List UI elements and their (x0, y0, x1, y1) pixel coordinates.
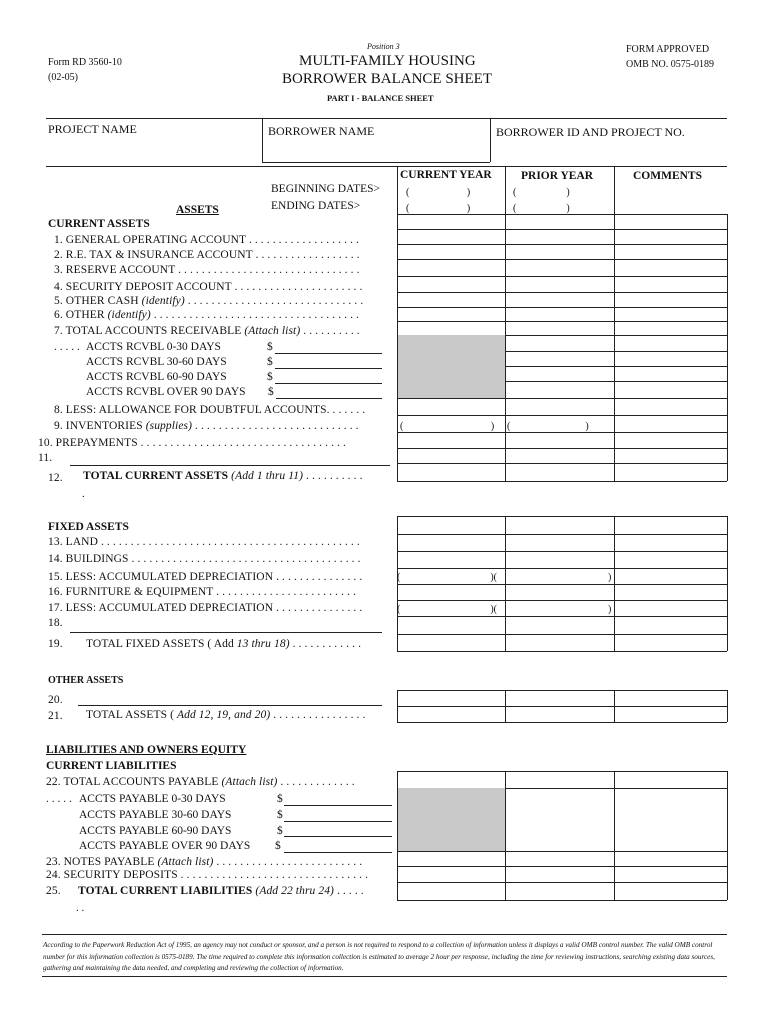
borrower-name-field[interactable]: BORROWER NAME (268, 124, 375, 138)
row-16-label: 16. FURNITURE & EQUIPMENT . . . . . . . . . . . . . . . . . . . . . . . . (48, 586, 357, 598)
row-24-label: 24. SECURITY DEPOSITS . . . . . . . . . . . . . . . . . . . . . . . . . . . . . . . . (46, 869, 369, 881)
ar-30-60-label: ACCTS RCVBL 30-60 DAYS (86, 356, 227, 368)
row-17-cy-paren: ( )( (397, 604, 497, 615)
row-4-label: 4. SECURITY DEPOSIT ACCOUNT . . . . . . . . . . . . . . . . . . . . . . (54, 281, 363, 293)
row-7-label: 7. TOTAL ACCOUNTS RECEIVABLE (Attach list) . . . . . . . . . . (54, 325, 360, 337)
beginning-dates-label: BEGINNING DATES> (271, 183, 381, 195)
ar-shaded-block (398, 335, 505, 398)
liabilities-equity-heading: LIABILITIES AND OWNERS EQUITY (46, 744, 247, 756)
row-21-number: 21. (48, 710, 63, 722)
current-assets-heading: CURRENT ASSETS (48, 218, 150, 230)
fixed-assets-grid-hline-7 (397, 634, 727, 635)
fixed-assets-grid-vline-2 (614, 516, 615, 651)
form-title-line2: BORROWER BALANCE SHEET (282, 71, 492, 87)
liabilities-grid-hline-2 (397, 851, 727, 852)
current-assets-grid-hline-14 (397, 432, 727, 433)
col-header-divider-3 (614, 166, 615, 214)
current-assets-grid-hline-15 (397, 448, 727, 449)
current-assets-grid-hline-7 (397, 321, 727, 322)
part-label: PART I - BALANCE SHEET (327, 93, 434, 103)
fixed-assets-grid-hline-3 (397, 568, 727, 569)
current-year-header: CURRENT YEAR (400, 169, 492, 181)
current-assets-grid-vline-2 (614, 214, 615, 481)
row-15-cy-paren: ( )( (397, 572, 497, 583)
row-25-label: TOTAL CURRENT LIABILITIES (Add 22 thru 24) . . . . . (78, 885, 364, 897)
current-assets-grid-hline-6 (397, 307, 727, 308)
omb-number: OMB NO. 0575-0189 (626, 59, 715, 70)
py-begin-date-field[interactable]: ( ) (513, 187, 570, 198)
ar-60-90-input[interactable] (275, 383, 382, 384)
row-5-label: 5. OTHER CASH (identify) . . . . . . . . . . . . . . . . . . . . . . . . . . . . . . (54, 295, 364, 307)
form-title-line1: MULTI-FAMILY HOUSING (299, 53, 476, 69)
row-13-label: 13. LAND . . . . . . . . . . . . . . . . . . . . . . . . . . . . . . . . . . . . . . . . . . . . (48, 536, 360, 548)
liabilities-grid-hline-4 (397, 882, 727, 883)
liabilities-grid-hline-0 (397, 771, 727, 772)
ar-dots: . . . . . (54, 341, 80, 353)
row-9-cy-paren: ( ) (400, 421, 495, 432)
current-liabilities-heading: CURRENT LIABILITIES (46, 760, 177, 772)
ap-over-90-dollar: $ (275, 840, 281, 852)
row-25-tail-dots: . . (76, 902, 85, 914)
row-10-label: 10. PREPAYMENTS . . . . . . . . . . . . . . . . . . . . . . . . . . . . . . . . . . . (38, 437, 346, 449)
current-assets-grid-hline-13 (397, 415, 727, 416)
row-23-label: 23. NOTES PAYABLE (Attach list) . . . . . . . . . . . . . . . . . . . . . . . . . (46, 856, 363, 868)
row-12-number: 12. (48, 472, 63, 484)
col-header-divider-2 (505, 166, 506, 214)
liabilities-grid-vline-3 (727, 771, 728, 900)
row-19-label: TOTAL FIXED ASSETS ( Add 13 thru 18) . . . . . . . . . . . . (86, 638, 362, 650)
fixed-assets-grid-hline-0 (397, 516, 727, 517)
cy-end-date-field[interactable]: ( ) (406, 203, 471, 214)
ap-60-90-label: ACCTS PAYABLE 60-90 DAYS (79, 825, 232, 837)
ap-0-30-input[interactable] (284, 805, 392, 806)
paperwork-reduction-notice: According to the Paperwork Reduction Act of 1995, an agency may not conduct or sponsor, and a person is not required to respond to a collection of information unless it displays a valid OMB control number. The valid OMB control number for this information collection is 0575-0189. The time required to complete this information collection is estimated to average 2 hour per response, including the time for reviewing instructions, searching existing data sources, gathering and maintaining the data needed, and completing and reviewing the collection of information. (43, 941, 715, 972)
cy-begin-date-field[interactable]: ( ) (406, 187, 471, 198)
liabilities-grid-hline-3 (397, 866, 727, 867)
other-assets-grid-hline-0 (397, 690, 727, 691)
current-assets-grid-hline-16 (397, 463, 727, 464)
current-assets-grid-hline-5 (397, 292, 727, 293)
ap-30-60-input[interactable] (284, 821, 392, 822)
ar-30-60-dollar: $ (267, 356, 273, 368)
row-9-label: 9. INVENTORIES (supplies) . . . . . . . . . . . . . . . . . . . . . . . . . . . . (54, 420, 359, 432)
current-assets-grid-hline-17 (397, 481, 727, 482)
current-assets-grid-hline-2 (397, 244, 727, 245)
row-11-label: 11. (38, 452, 53, 464)
row-14-label: 14. BUILDINGS . . . . . . . . . . . . . . . . . . . . . . . . . . . . . . . . . . . . . . . (48, 553, 361, 565)
ar-over-90-dollar: $ (268, 386, 274, 398)
footer-top-rule (42, 934, 727, 935)
ap-60-90-dollar: $ (277, 825, 283, 837)
row-9-py-paren: ( ) (507, 421, 589, 432)
ap-over-90-input[interactable] (284, 852, 392, 853)
current-assets-grid-hline-3 (397, 259, 727, 260)
footer-bottom-rule (42, 976, 727, 977)
ar-0-30-dollar: $ (267, 341, 273, 353)
other-assets-grid-vline-3 (727, 690, 728, 722)
other-assets-grid-hline-1 (397, 706, 727, 707)
ap-over-90-label: ACCTS PAYABLE OVER 90 DAYS (79, 840, 251, 852)
row-11-input[interactable] (70, 465, 390, 466)
other-assets-grid-hline-2 (397, 722, 727, 723)
row-20-label: 20. (48, 694, 63, 706)
other-assets-grid-vline-0 (397, 690, 398, 722)
ap-0-30-dollar: $ (277, 793, 283, 805)
current-assets-grid-hline-4 (397, 276, 727, 277)
current-assets-grid-hline-12 (397, 398, 727, 399)
fixed-assets-grid-hline-5 (397, 600, 727, 601)
ar-over-90-input[interactable] (276, 398, 382, 399)
ap-shaded-block (398, 788, 505, 851)
ar-30-60-input[interactable] (275, 368, 382, 369)
id-divider-2 (490, 118, 491, 162)
fixed-assets-grid-hline-6 (397, 616, 727, 617)
row-18-label: 18. (48, 617, 63, 629)
ap-30-60-label: ACCTS PAYABLE 30-60 DAYS (79, 809, 232, 821)
row-6-label: 6. OTHER (identify) . . . . . . . . . . . . . . . . . . . . . . . . . . . . . . . . . . . (54, 309, 360, 321)
assets-heading: ASSETS (176, 204, 219, 216)
position-label: Position 3 (367, 42, 400, 51)
row-20-input[interactable] (78, 705, 382, 706)
row-12-label: TOTAL CURRENT ASSETS (Add 1 thru 11) . . . . . . . . . . (83, 470, 363, 482)
prior-year-header: PRIOR YEAR (521, 170, 594, 182)
other-assets-heading: OTHER ASSETS (48, 675, 124, 686)
ar-60-90-dollar: $ (267, 371, 273, 383)
row-12-tail-dot: . (82, 488, 85, 500)
fixed-assets-grid-hline-1 (397, 534, 727, 535)
row-15-py-paren: ) (608, 572, 612, 583)
current-assets-grid-hline-0 (397, 214, 727, 215)
id-fields-top-border (46, 118, 727, 119)
py-end-date-field[interactable]: ( ) (513, 203, 570, 214)
col-header-divider-1 (397, 166, 398, 214)
project-name-field[interactable]: PROJECT NAME (48, 122, 137, 136)
row-22-label: 22. TOTAL ACCOUNTS PAYABLE (Attach list) . . . . . . . . . . . . . (46, 776, 355, 788)
row-18-input[interactable] (70, 632, 382, 633)
current-assets-grid-vline-3 (727, 214, 728, 481)
current-assets-grid-vline-1 (505, 214, 506, 481)
fixed-assets-grid-vline-3 (727, 516, 728, 651)
borrower-id-field[interactable]: BORROWER ID AND PROJECT NO. (496, 125, 685, 139)
fixed-assets-grid-hline-8 (397, 651, 727, 652)
other-assets-grid-vline-2 (614, 690, 615, 722)
form-approved: FORM APPROVED (626, 44, 710, 55)
fixed-assets-grid-vline-0 (397, 516, 398, 651)
id-divider-1 (262, 118, 263, 162)
liabilities-grid-hline-5 (397, 900, 727, 901)
comments-header: COMMENTS (633, 170, 702, 182)
ap-60-90-input[interactable] (284, 836, 392, 837)
fixed-assets-grid-hline-2 (397, 551, 727, 552)
ar-over-90-label: ACCTS RCVBL OVER 90 DAYS (86, 386, 246, 398)
current-assets-grid-hline-1 (397, 229, 727, 230)
row-19-number: 19. (48, 638, 63, 650)
row-1-label: 1. GENERAL OPERATING ACCOUNT . . . . . . . . . . . . . . . . . . . (54, 234, 359, 246)
ap-0-30-label: ACCTS PAYABLE 0-30 DAYS (79, 793, 226, 805)
row-21-label: TOTAL ASSETS ( Add 12, 19, and 20) . . . . . . . . . . . . . . . . (86, 709, 366, 721)
row-2-label: 2. R.E. TAX & INSURANCE ACCOUNT . . . . . . . . . . . . . . . . . . (54, 249, 360, 261)
liabilities-grid-vline-2 (614, 771, 615, 900)
ar-60-90-label: ACCTS RCVBL 60-90 DAYS (86, 371, 227, 383)
ar-0-30-input[interactable] (275, 353, 382, 354)
row-17-py-paren: ) (608, 604, 612, 615)
borrower-name-bottom-border (262, 162, 490, 163)
row-15-label: 15. LESS: ACCUMULATED DEPRECIATION . . . . . . . . . . . . . . . (48, 571, 363, 583)
ar-0-30-label: ACCTS RCVBL 0-30 DAYS (86, 341, 221, 353)
fixed-assets-grid-vline-1 (505, 516, 506, 651)
other-assets-grid-vline-1 (505, 690, 506, 722)
fixed-assets-heading: FIXED ASSETS (48, 521, 129, 533)
row-25-number: 25. (46, 885, 61, 897)
fixed-assets-grid-hline-4 (397, 584, 727, 585)
row-17-label: 17. LESS: ACCUMULATED DEPRECIATION . . . . . . . . . . . . . . . (48, 602, 363, 614)
form-number: Form RD 3560-10 (48, 57, 122, 68)
ending-dates-label: ENDING DATES> (271, 200, 361, 212)
row-3-label: 3. RESERVE ACCOUNT . . . . . . . . . . . . . . . . . . . . . . . . . . . . . . . (54, 264, 360, 276)
form-date: (02-05) (48, 72, 78, 83)
ap-dots: . . . . . (46, 793, 72, 805)
column-header-top-border (46, 166, 727, 167)
row-8-label: 8. LESS: ALLOWANCE FOR DOUBTFUL ACCOUNTS. . . . . . . (54, 404, 366, 416)
ap-30-60-dollar: $ (277, 809, 283, 821)
liabilities-grid-vline-1 (505, 771, 506, 900)
